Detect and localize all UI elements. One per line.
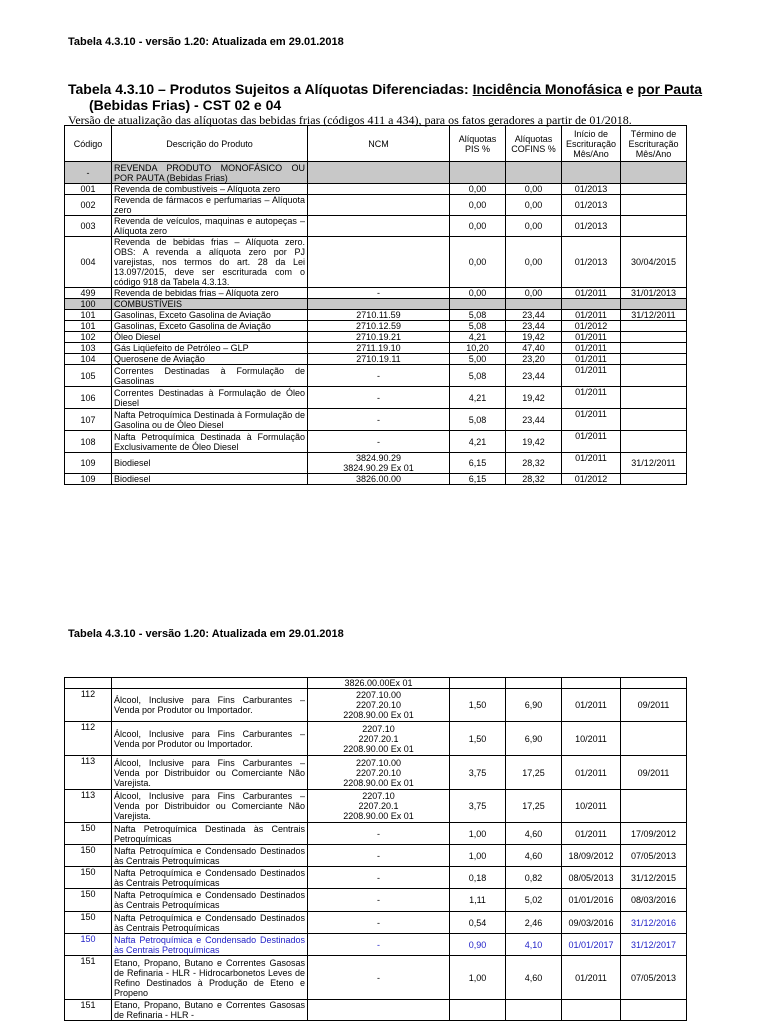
table-header-row [65,126,687,162]
cell-pis: 10,20 [450,343,506,354]
cell-codigo: 107 [65,409,112,431]
table-row [65,934,687,956]
table-row [65,722,687,756]
cell-cofins: 0,00 [506,184,562,195]
cell-termino [621,474,687,485]
cell-cofins: 17,25 [506,790,562,823]
cell-ncm: - [308,288,450,299]
cell-cofins [506,162,562,184]
cell-descricao: Nafta Petroquímica e Condensado Destinados às Centrais Petroquímicas [112,867,308,889]
table-row [65,678,687,689]
cell-pis: 1,50 [450,722,506,756]
cell-pis: 1,00 [450,845,506,867]
cell-cofins: 28,32 [506,453,562,474]
cell-pis: 0,00 [450,195,506,216]
cell-pis: 4,21 [450,387,506,409]
cell-inicio [562,162,621,184]
cell-termino: 09/2011 [621,756,687,790]
cell-cofins: 2,46 [506,912,562,934]
table-row [65,756,687,790]
cell-inicio: 01/2011 [562,332,621,343]
cell-pis: 3,75 [450,756,506,790]
table-row [65,387,687,409]
cell-cofins: 0,00 [506,195,562,216]
cell-pis: 0,90 [450,934,506,956]
cell-cofins: 5,02 [506,889,562,912]
cell-pis: 1,11 [450,889,506,912]
cell-termino [621,678,687,689]
cell-descricao: Querosene de Aviação [112,354,308,365]
col-pis: Alíquotas PIS % [450,126,506,162]
cell-codigo: - [65,162,112,184]
cell-descricao: Etano, Propano, Butano e Correntes Gasosas de Refinaria - HLR - Hidrocarbonetos Leves de Refino Destinados à Produção de Eteno e Propeno [112,956,308,1000]
cell-ncm: 3826.00.00 [308,474,450,485]
cell-ncm: 2710.11.59 [308,310,450,321]
table-row [65,867,687,889]
cell-inicio [562,678,621,689]
cell-codigo: 150 [65,934,112,956]
cell-pis: 0,00 [450,216,506,237]
title-mid: e [621,81,638,97]
cell-ncm [308,299,450,310]
table-row [65,321,687,332]
cell-ncm: - [308,934,450,956]
cell-descricao: Nafta Petroquímica Destinada à Formulação de Gasolina ou de Óleo Diesel [112,409,308,431]
cell-codigo: 112 [65,722,112,756]
cell-cofins: 4,60 [506,845,562,867]
cell-codigo: 109 [65,453,112,474]
cell-pis: 1,00 [450,823,506,845]
cell-inicio: 01/2012 [562,474,621,485]
cell-inicio: 01/01/2016 [562,889,621,912]
cell-codigo: 150 [65,867,112,889]
table-row [65,162,687,184]
cell-descricao: Álcool, Inclusive para Fins Carburantes – Venda por Produtor ou Importador. [112,722,308,756]
col-descricao: Descrição do Produto [112,126,308,162]
cell-ncm: 2207.10.00 2207.20.10 2208.90.00 Ex 01 [308,689,450,722]
table-row [65,310,687,321]
cell-inicio: 01/2011 [562,387,621,409]
cell-codigo: 112 [65,689,112,722]
cell-codigo: 150 [65,912,112,934]
cell-inicio: 01/2011 [562,288,621,299]
cell-descricao: Biodiesel [112,474,308,485]
cell-descricao [112,678,308,689]
cell-ncm [308,195,450,216]
cell-codigo: 105 [65,365,112,387]
table-row [65,237,687,288]
cell-cofins: 47,40 [506,343,562,354]
cell-inicio [562,299,621,310]
cell-cofins: 0,00 [506,237,562,288]
cell-inicio: 08/05/2013 [562,867,621,889]
cell-descricao: Gasolinas, Exceto Gasolina de Aviação [112,321,308,332]
cell-ncm [308,184,450,195]
cell-descricao: Álcool, Inclusive para Fins Carburantes – Venda por Distribuidor ou Comerciante Não Varejista. [112,790,308,823]
cell-pis [450,299,506,310]
cell-descricao: Álcool, Inclusive para Fins Carburantes – Venda por Distribuidor ou Comerciante Não Varejista. [112,756,308,790]
cell-descricao: Gás Liqüefeito de Petróleo – GLP [112,343,308,354]
cell-inicio: 01/2012 [562,321,621,332]
col-termino: Término de Escrituração Mês/Ano [621,126,687,162]
cell-pis: 0,00 [450,184,506,195]
cell-descricao: COMBUSTÍVEIS [112,299,308,310]
version-note: Versão de atualização das alíquotas das bebidas frias (códigos 411 a 434), para os fatos geradores a partir de 01/2018. [68,113,632,127]
cell-descricao: Nafta Petroquímica e Condensado Destinados às Centrais Petroquímicas [112,934,308,956]
cell-inicio: 01/2011 [562,756,621,790]
cell-codigo: 101 [65,321,112,332]
table-row [65,845,687,867]
cell-codigo: 150 [65,823,112,845]
cell-descricao: Nafta Petroquímica Destinada à Formulação Exclusivamente de Óleo Diesel [112,431,308,453]
cell-termino: 09/2011 [621,689,687,722]
table-row [65,195,687,216]
cell-ncm: - [308,912,450,934]
cell-ncm: - [308,956,450,1000]
cell-codigo: 109 [65,474,112,485]
cell-pis: 0,54 [450,912,506,934]
cell-ncm: - [308,845,450,867]
cell-pis [450,678,506,689]
cell-codigo: 103 [65,343,112,354]
cell-descricao: Nafta Petroquímica Destinada às Centrais Petroquímicas [112,823,308,845]
cell-termino [621,162,687,184]
cell-descricao: Óleo Diesel [112,332,308,343]
cell-ncm: 2207.10 2207.20.1 2208.90.00 Ex 01 [308,790,450,823]
cell-termino: 30/04/2015 [621,237,687,288]
cell-termino: 31/12/2017 [621,934,687,956]
cell-descricao: Etano, Propano, Butano e Correntes Gasosas de Refinaria - HLR - [112,1000,308,1021]
cell-descricao: Revenda de veículos, maquinas e autopeças – Alíquota zero [112,216,308,237]
cell-termino: 31/12/2011 [621,310,687,321]
cell-ncm: 2207.10 2207.20.1 2208.90.00 Ex 01 [308,722,450,756]
cell-cofins [506,678,562,689]
cell-termino: 17/09/2012 [621,823,687,845]
cell-descricao: Nafta Petroquímica e Condensado Destinados às Centrais Petroquímicas [112,889,308,912]
cell-termino [621,387,687,409]
table-row [65,1000,687,1021]
cell-pis: 4,21 [450,431,506,453]
cell-pis: 5,08 [450,409,506,431]
cell-ncm: - [308,867,450,889]
cell-termino: 07/05/2013 [621,956,687,1000]
cell-termino [621,409,687,431]
cell-cofins: 6,90 [506,689,562,722]
table-row [65,288,687,299]
cell-cofins: 19,42 [506,431,562,453]
cell-cofins: 17,25 [506,756,562,790]
col-codigo: Código [65,126,112,162]
cell-inicio [562,1000,621,1021]
cell-cofins: 4,10 [506,934,562,956]
cell-cofins: 23,44 [506,409,562,431]
cell-inicio: 01/2011 [562,365,621,387]
cell-termino: 07/05/2013 [621,845,687,867]
cell-ncm [308,216,450,237]
cell-pis: 0,00 [450,288,506,299]
cell-termino: 31/12/2016 [621,912,687,934]
cell-descricao: Gasolinas, Exceto Gasolina de Aviação [112,310,308,321]
cell-codigo: 001 [65,184,112,195]
cell-descricao: Revenda de fármacos e perfumarias – Alíquota zero [112,195,308,216]
cell-inicio: 01/2011 [562,956,621,1000]
cell-cofins: 4,60 [506,823,562,845]
cell-codigo: 002 [65,195,112,216]
cell-codigo: 104 [65,354,112,365]
cell-pis: 5,00 [450,354,506,365]
table-row [65,365,687,387]
cell-cofins: 28,32 [506,474,562,485]
cell-descricao: Correntes Destinadas à Formulação de Óleo Diesel [112,387,308,409]
cell-ncm: - [308,365,450,387]
cell-codigo: 106 [65,387,112,409]
cell-ncm: 2207.10.00 2207.20.10 2208.90.00 Ex 01 [308,756,450,790]
cell-ncm [308,1000,450,1021]
cell-ncm: - [308,409,450,431]
table-title [68,81,702,113]
title-underline-monofasica: Incidência Monofásica [472,81,622,97]
page-header-2: Tabela 4.3.10 - versão 1.20: Atualizada em 29.01.2018 [68,628,344,640]
cell-inicio: 01/2011 [562,354,621,365]
cell-termino [621,216,687,237]
cell-pis [450,162,506,184]
cell-inicio: 09/03/2016 [562,912,621,934]
cell-descricao: Revenda de bebidas frias – Alíquota zero. OBS: A revenda a alíquota zero por PJ varejistas, nos termos do art. 28 da Lei 13.097/2015, deve ser escriturada com o código 918 da Tabela 4.3.13. [112,237,308,288]
cell-pis: 6,15 [450,453,506,474]
cell-inicio: 01/2013 [562,184,621,195]
cell-termino: 31/12/2011 [621,453,687,474]
cell-termino [621,343,687,354]
cell-ncm: - [308,823,450,845]
table-row [65,431,687,453]
cell-cofins: 23,44 [506,310,562,321]
cell-descricao: Revenda de combustíveis – Alíquota zero [112,184,308,195]
table-row [65,790,687,823]
cell-inicio: 01/2011 [562,431,621,453]
table-row [65,453,687,474]
cell-codigo: 113 [65,756,112,790]
cell-ncm: - [308,387,450,409]
cell-codigo: 102 [65,332,112,343]
cell-codigo: 108 [65,431,112,453]
cell-ncm: 3824.90.29 3824.90.29 Ex 01 [308,453,450,474]
cell-codigo: 499 [65,288,112,299]
cell-codigo: 004 [65,237,112,288]
cell-inicio: 01/2011 [562,409,621,431]
cell-descricao: REVENDA PRODUTO MONOFÁSICO OU POR PAUTA (Bebidas Frias) [112,162,308,184]
cell-inicio: 01/2011 [562,689,621,722]
cell-termino: 08/03/2016 [621,889,687,912]
aliquotas-table-1 [64,125,687,485]
cell-termino: 31/12/2015 [621,867,687,889]
table-row [65,216,687,237]
cell-cofins: 0,00 [506,216,562,237]
table-row [65,823,687,845]
cell-pis [450,1000,506,1021]
cell-cofins: 23,44 [506,365,562,387]
cell-termino [621,790,687,823]
cell-descricao: Nafta Petroquímica e Condensado Destinados às Centrais Petroquímicas [112,845,308,867]
cell-inicio: 01/2011 [562,823,621,845]
cell-cofins [506,299,562,310]
cell-termino [621,365,687,387]
cell-termino [621,195,687,216]
col-cofins: Alíquotas COFINS % [506,126,562,162]
cell-pis: 0,18 [450,867,506,889]
cell-termino [621,332,687,343]
cell-pis: 0,00 [450,237,506,288]
cell-termino [621,354,687,365]
cell-codigo: 003 [65,216,112,237]
cell-codigo [65,678,112,689]
cell-cofins: 19,42 [506,387,562,409]
table-row [65,474,687,485]
cell-pis: 5,08 [450,365,506,387]
cell-codigo: 150 [65,845,112,867]
table-row [65,184,687,195]
cell-codigo: 113 [65,790,112,823]
cell-ncm: 2710.12.59 [308,321,450,332]
cell-pis: 4,21 [450,332,506,343]
cell-cofins: 6,90 [506,722,562,756]
table-row [65,343,687,354]
cell-pis: 1,50 [450,689,506,722]
cell-pis: 1,00 [450,956,506,1000]
cell-termino [621,299,687,310]
table-row [65,299,687,310]
col-ncm: NCM [308,126,450,162]
cell-pis: 5,08 [450,310,506,321]
cell-inicio: 01/2013 [562,216,621,237]
cell-descricao: Nafta Petroquímica e Condensado Destinados às Centrais Petroquímicas [112,912,308,934]
cell-cofins [506,1000,562,1021]
cell-ncm: 2710.19.11 [308,354,450,365]
table-row [65,889,687,912]
cell-inicio: 10/2011 [562,790,621,823]
page-header: Tabela 4.3.10 - versão 1.20: Atualizada em 29.01.2018 [68,36,344,48]
cell-termino [621,431,687,453]
cell-codigo: 100 [65,299,112,310]
cell-inicio: 01/2013 [562,237,621,288]
cell-pis: 3,75 [450,790,506,823]
cell-ncm: - [308,889,450,912]
cell-termino: 31/01/2013 [621,288,687,299]
cell-termino [621,321,687,332]
cell-ncm: 2710.19.21 [308,332,450,343]
cell-termino [621,184,687,195]
cell-cofins: 23,44 [506,321,562,332]
cell-inicio: 18/09/2012 [562,845,621,867]
cell-ncm [308,162,450,184]
title-line2: (Bebidas Frias) - CST 02 e 04 [89,97,282,113]
cell-descricao: Biodiesel [112,453,308,474]
table-row [65,956,687,1000]
col-inicio: Início de Escrituração Mês/Ano [562,126,621,162]
cell-codigo: 150 [65,889,112,912]
table-row [65,409,687,431]
cell-pis: 6,15 [450,474,506,485]
table-row [65,912,687,934]
cell-codigo: 101 [65,310,112,321]
cell-cofins: 19,42 [506,332,562,343]
cell-inicio: 10/2011 [562,722,621,756]
cell-descricao: Correntes Destinadas à Formulação de Gasolinas [112,365,308,387]
table-row [65,332,687,343]
aliquotas-table-2 [64,677,687,1021]
cell-cofins: 0,00 [506,288,562,299]
cell-cofins: 23,20 [506,354,562,365]
cell-ncm: 2711.19.10 [308,343,450,354]
cell-ncm [308,237,450,288]
cell-inicio: 01/2011 [562,343,621,354]
table-row [65,354,687,365]
cell-inicio: 01/2011 [562,453,621,474]
cell-inicio: 01/01/2017 [562,934,621,956]
cell-ncm: 3826.00.00Ex 01 [308,678,450,689]
cell-cofins: 0,82 [506,867,562,889]
title-part1: Tabela 4.3.10 – Produtos Sujeitos a Alíquotas Diferenciadas: [68,81,473,97]
cell-descricao: Álcool, Inclusive para Fins Carburantes – Venda por Produtor ou Importador. [112,689,308,722]
cell-pis: 5,08 [450,321,506,332]
cell-descricao: Revenda de bebidas frias – Alíquota zero [112,288,308,299]
cell-termino [621,722,687,756]
cell-ncm: - [308,431,450,453]
table-row [65,689,687,722]
cell-codigo: 151 [65,956,112,1000]
cell-termino [621,1000,687,1021]
cell-codigo: 151 [65,1000,112,1021]
title-underline-pauta: por Pauta [637,81,703,97]
cell-inicio: 01/2011 [562,310,621,321]
cell-cofins: 4,60 [506,956,562,1000]
cell-inicio: 01/2013 [562,195,621,216]
